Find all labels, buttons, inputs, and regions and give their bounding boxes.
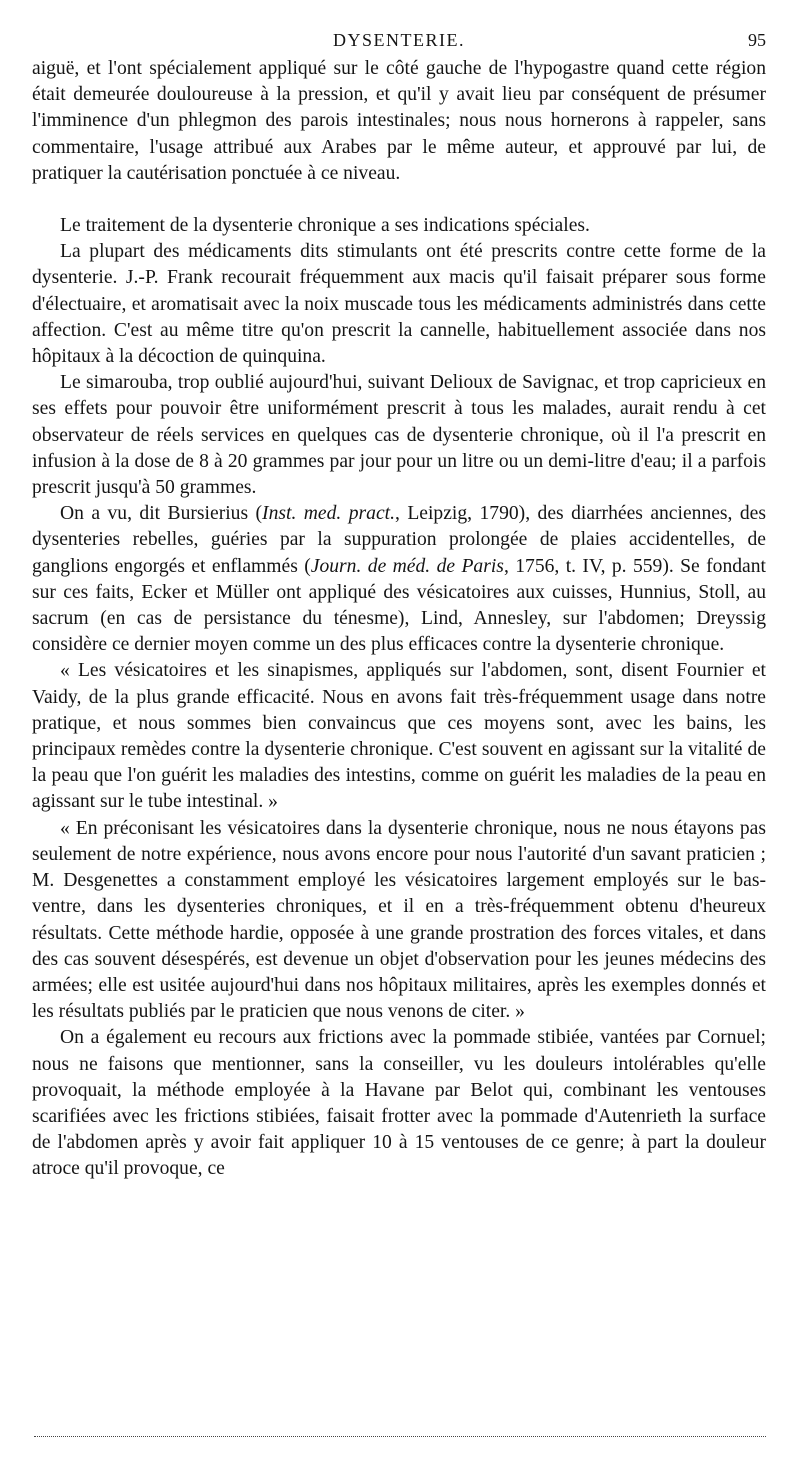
- page-number: 95: [748, 30, 766, 50]
- text-run: , 1756, t. IV, p. 559). Se fondant sur ces faits, Ecker et Müller ont appliqué des vésicatoires aux cuisses, Hunnius, Stoll, au sacrum (en cas de persistance du ténesme), Lind, Annesley, sur l'abdomen; Dreyssig considère ce dernier moyen comme un des plus efficaces contre la dysenterie chronique.: [32, 555, 766, 656]
- paragraph: [32, 501, 766, 658]
- paragraph: [32, 239, 766, 370]
- text-run: On a vu, dit Bursierius (: [60, 503, 263, 525]
- paragraph: [32, 213, 766, 239]
- paragraph: [32, 56, 766, 187]
- text-run: Le traitement de la dysenterie chronique a ses indications spéciales.: [60, 215, 590, 237]
- paragraph: [32, 370, 766, 501]
- text-run: La plupart des médicaments dits stimulants ont été prescrits contre cette forme de la dysenterie. J.-P. Frank recourait fréquemment aux macis qu'il faisait préparer sous forme d'électuaire, et aromatisait avec la noix muscade tous les médicaments administrés dans cette affection. C'est au même titre qu'on prescrit la cannelle, habituellement associée dans nos hôpitaux à la décoction de quinquina.: [32, 241, 766, 368]
- citation-title: Journ. de méd. de Paris: [310, 555, 504, 577]
- text-run: , Leipzig, 1790), des diarrhées anciennes, des dysenteries rebelles, guéries par la suppuration prolongée de plaies accidentelles, de ganglions engorgés et enflammés (: [32, 503, 767, 577]
- running-head: [32, 30, 766, 56]
- text-run: « Les vésicatoires et les sinapismes, appliqués sur l'abdomen, sont, disent Fournier et Vaidy, de la plus grande efficacité. Nous en avons fait très-fréquemment usage dans notre pratique, et nous sommes bien convaincus que ces moyens sont, avec les bains, les principaux remèdes contre la dysenterie chronique. C'est souvent en agissant sur la vitalité de la peau que l'on guérit les maladies des intestins, comme on guérit les maladies de la peau en agissant sur le tube intestinal. »: [32, 660, 766, 813]
- paragraph: [32, 1025, 766, 1182]
- running-title: DYSENTERIE.: [333, 30, 465, 50]
- citation-title: Inst. med. pract.: [262, 503, 395, 525]
- bottom-dotted-rule: [34, 1436, 766, 1437]
- text-run: Le simarouba, trop oublié aujourd'hui, suivant Delioux de Savignac, et trop capricieux en ses effets pour pouvoir être uniformément prescrit à tous les malades, aurait rendu à cet observateur de réels services en quelques cas de dysenterie chronique, où il l'a prescrit en infusion à la dose de 8 à 20 grammes par jour pour un litre ou un demi-litre d'eau; il a parfois prescrit jusqu'à 50 grammes.: [32, 372, 766, 499]
- text-run: aiguë, et l'ont spécialement appliqué sur le côté gauche de l'hypogastre quand cette région était demeurée douloureuse à la pression, et qu'il y avait lieu par conséquent de présumer l'imminence d'un phlegmon des parois intestinales; nous nous hornerons à rappeler, sans commentaire, l'usage attribué aux Arabes par le même auteur, et approuvé par lui, de pratiquer la cautérisation ponctuée à ce niveau.: [32, 58, 766, 184]
- text-run: On a également eu recours aux frictions avec la pommade stibiée, vantées par Cornuel; nous ne faisons que mentionner, sans la conseiller, vu les douleurs intolérables qu'elle provoquait, la méthode employée à la Havane par Belot qui, combinant les ventouses scarifiées avec les frictions stibiées, faisait frotter avec la pommade d'Autenrieth la surface de l'abdomen après y avoir fait appliquer 10 à 15 ventouses de ce genre; à part la douleur atroce qu'il provoque, ce: [32, 1027, 766, 1180]
- text-run: « En préconisant les vésicatoires dans la dysenterie chronique, nous ne nous étayons pas seulement de notre expérience, nous avons encore pour nous l'autorité d'un savant praticien ; M. Desgenettes a constamment employé les vésicatoires largement employés sur le bas-ventre, dans les dysenteries chroniques, et il en a très-fréquemment obtenu d'heureux résultats. Cette méthode hardie, opposée à une grande prostration des forces vitales, et dans des cas souvent désespérés, est devenue un objet d'observation pour les jeunes médecins des armées; elle est usitée aujourd'hui dans nos hôpitaux militaires, après les exemples donnés et les résultats publiés par le praticien que nous venons de citer. »: [32, 817, 766, 1023]
- paragraph: [32, 658, 766, 815]
- paragraph: [32, 816, 766, 1026]
- document-page: [32, 30, 766, 1183]
- body-text: [32, 56, 766, 1183]
